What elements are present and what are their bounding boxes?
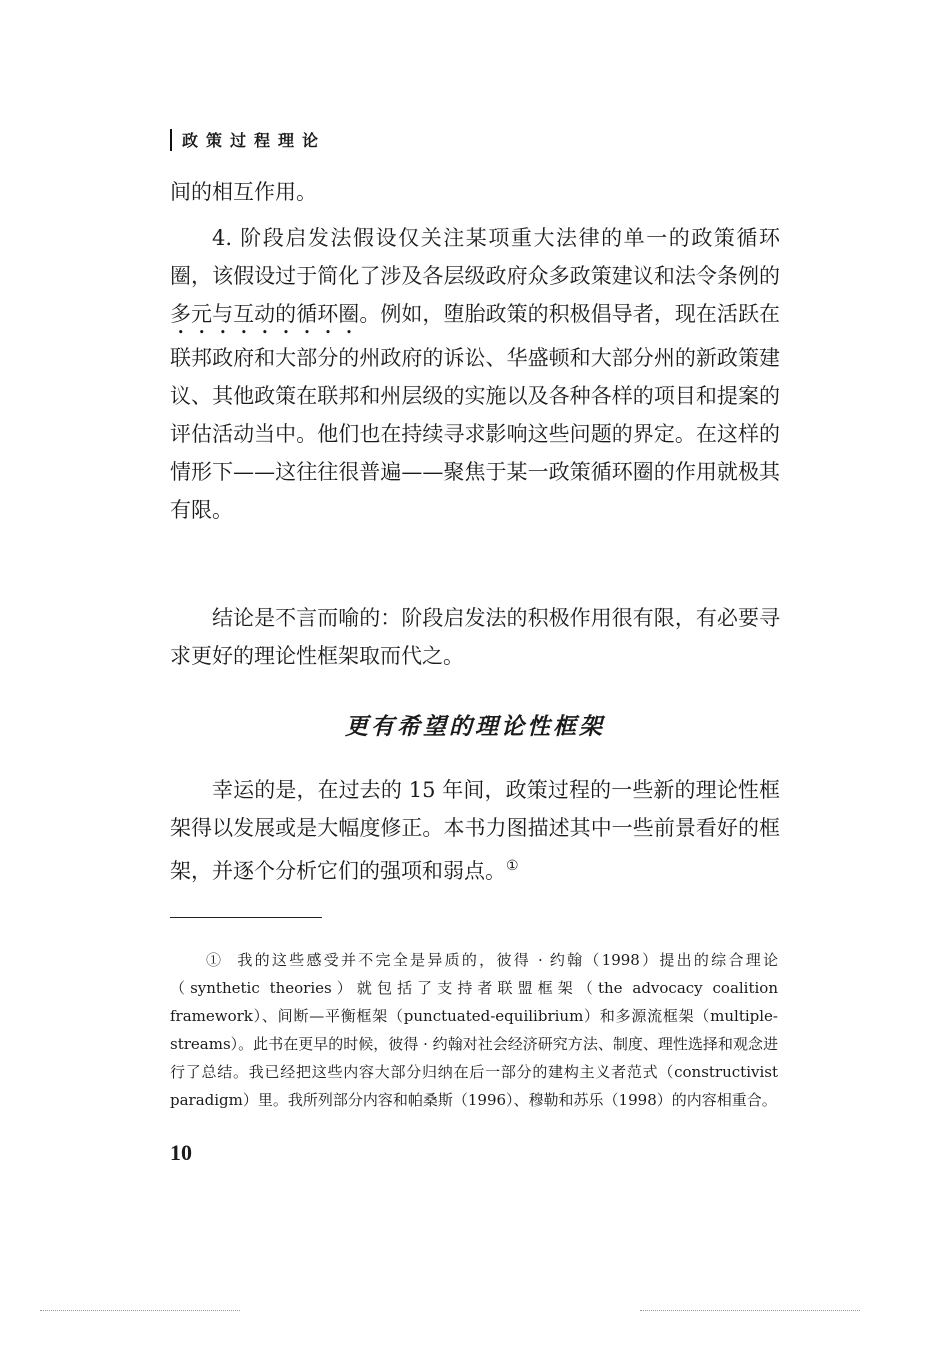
- header-title: 政策过程理论: [182, 131, 327, 150]
- footnote: [170, 946, 778, 1114]
- paragraph-conclusion: [170, 599, 780, 675]
- paragraph-frameworks: [170, 771, 780, 890]
- footnote-marker: ①: [206, 951, 224, 969]
- footnote-reference[interactable]: ①: [506, 858, 519, 874]
- paragraph-text: 幸运的是，在过去的 15 年间，政策过程的一些新的理论性框架得以发展或是大幅度修正。本书力图描述其中一些前景看好的框架，并逐个分析它们的强项和弱点。: [170, 778, 780, 883]
- page-number: 10: [170, 1140, 192, 1165]
- footnote-text: 我的这些感受并不完全是异质的，彼得 · 约翰（1998）提出的综合理论（synthetic theories）就包括了支持者联盟框架（the advocacy coalition framework）、间断—平衡框架（punctuated-equilibrium）和多源流框架（multiple-streams）。此书在更早的时候，彼得 · 约翰对社会经济研究方法、制度、理性选择和观念进行了总结。我已经把这些内容大部分归纳在后一部分的建构主义者范式（constructivist paradigm）里。我所列部分内容和帕桑斯（1996）、穆勒和苏乐（1998）的内容相重合。: [170, 951, 778, 1109]
- paragraph-point-4: [170, 219, 780, 529]
- paragraph-text: 。例如，堕胎政策的积极倡导者，现在活跃在联邦政府和大部分的州政府的诉讼、华盛顿和大部分州的新政策建议、其他政策在联邦和州层级的实施以及各种各样的项目和提案的评估活动当中。他们也在持续寻求影响这些问题的界定。在这样的情形下——这往往很普遍——聚焦于某一政策循环圈的作用就极其有限。: [170, 302, 781, 522]
- emphasis-text: 多元与互动的循环圈: [170, 302, 360, 326]
- scan-artifact: [40, 1310, 240, 1313]
- header-bar-icon: [170, 129, 172, 151]
- paragraph-text: 4. 阶段启发法假设仅关注某项重大法律的单一的政策循环圈，该假设过于简化了涉及各层级政府众多政策建议和法令条例的: [170, 226, 780, 288]
- running-header: [170, 128, 326, 151]
- scan-artifact: [640, 1310, 860, 1313]
- section-heading: 更有希望的理论性框架: [345, 713, 605, 740]
- footnote-divider: [170, 917, 322, 918]
- paragraph-text: 结论是不言而喻的：阶段启发法的积极作用很有限，有必要寻求更好的理论性框架取而代之。: [170, 606, 780, 668]
- paragraph-text: 间的相互作用。: [170, 180, 317, 204]
- paragraph-continuation: [170, 173, 780, 211]
